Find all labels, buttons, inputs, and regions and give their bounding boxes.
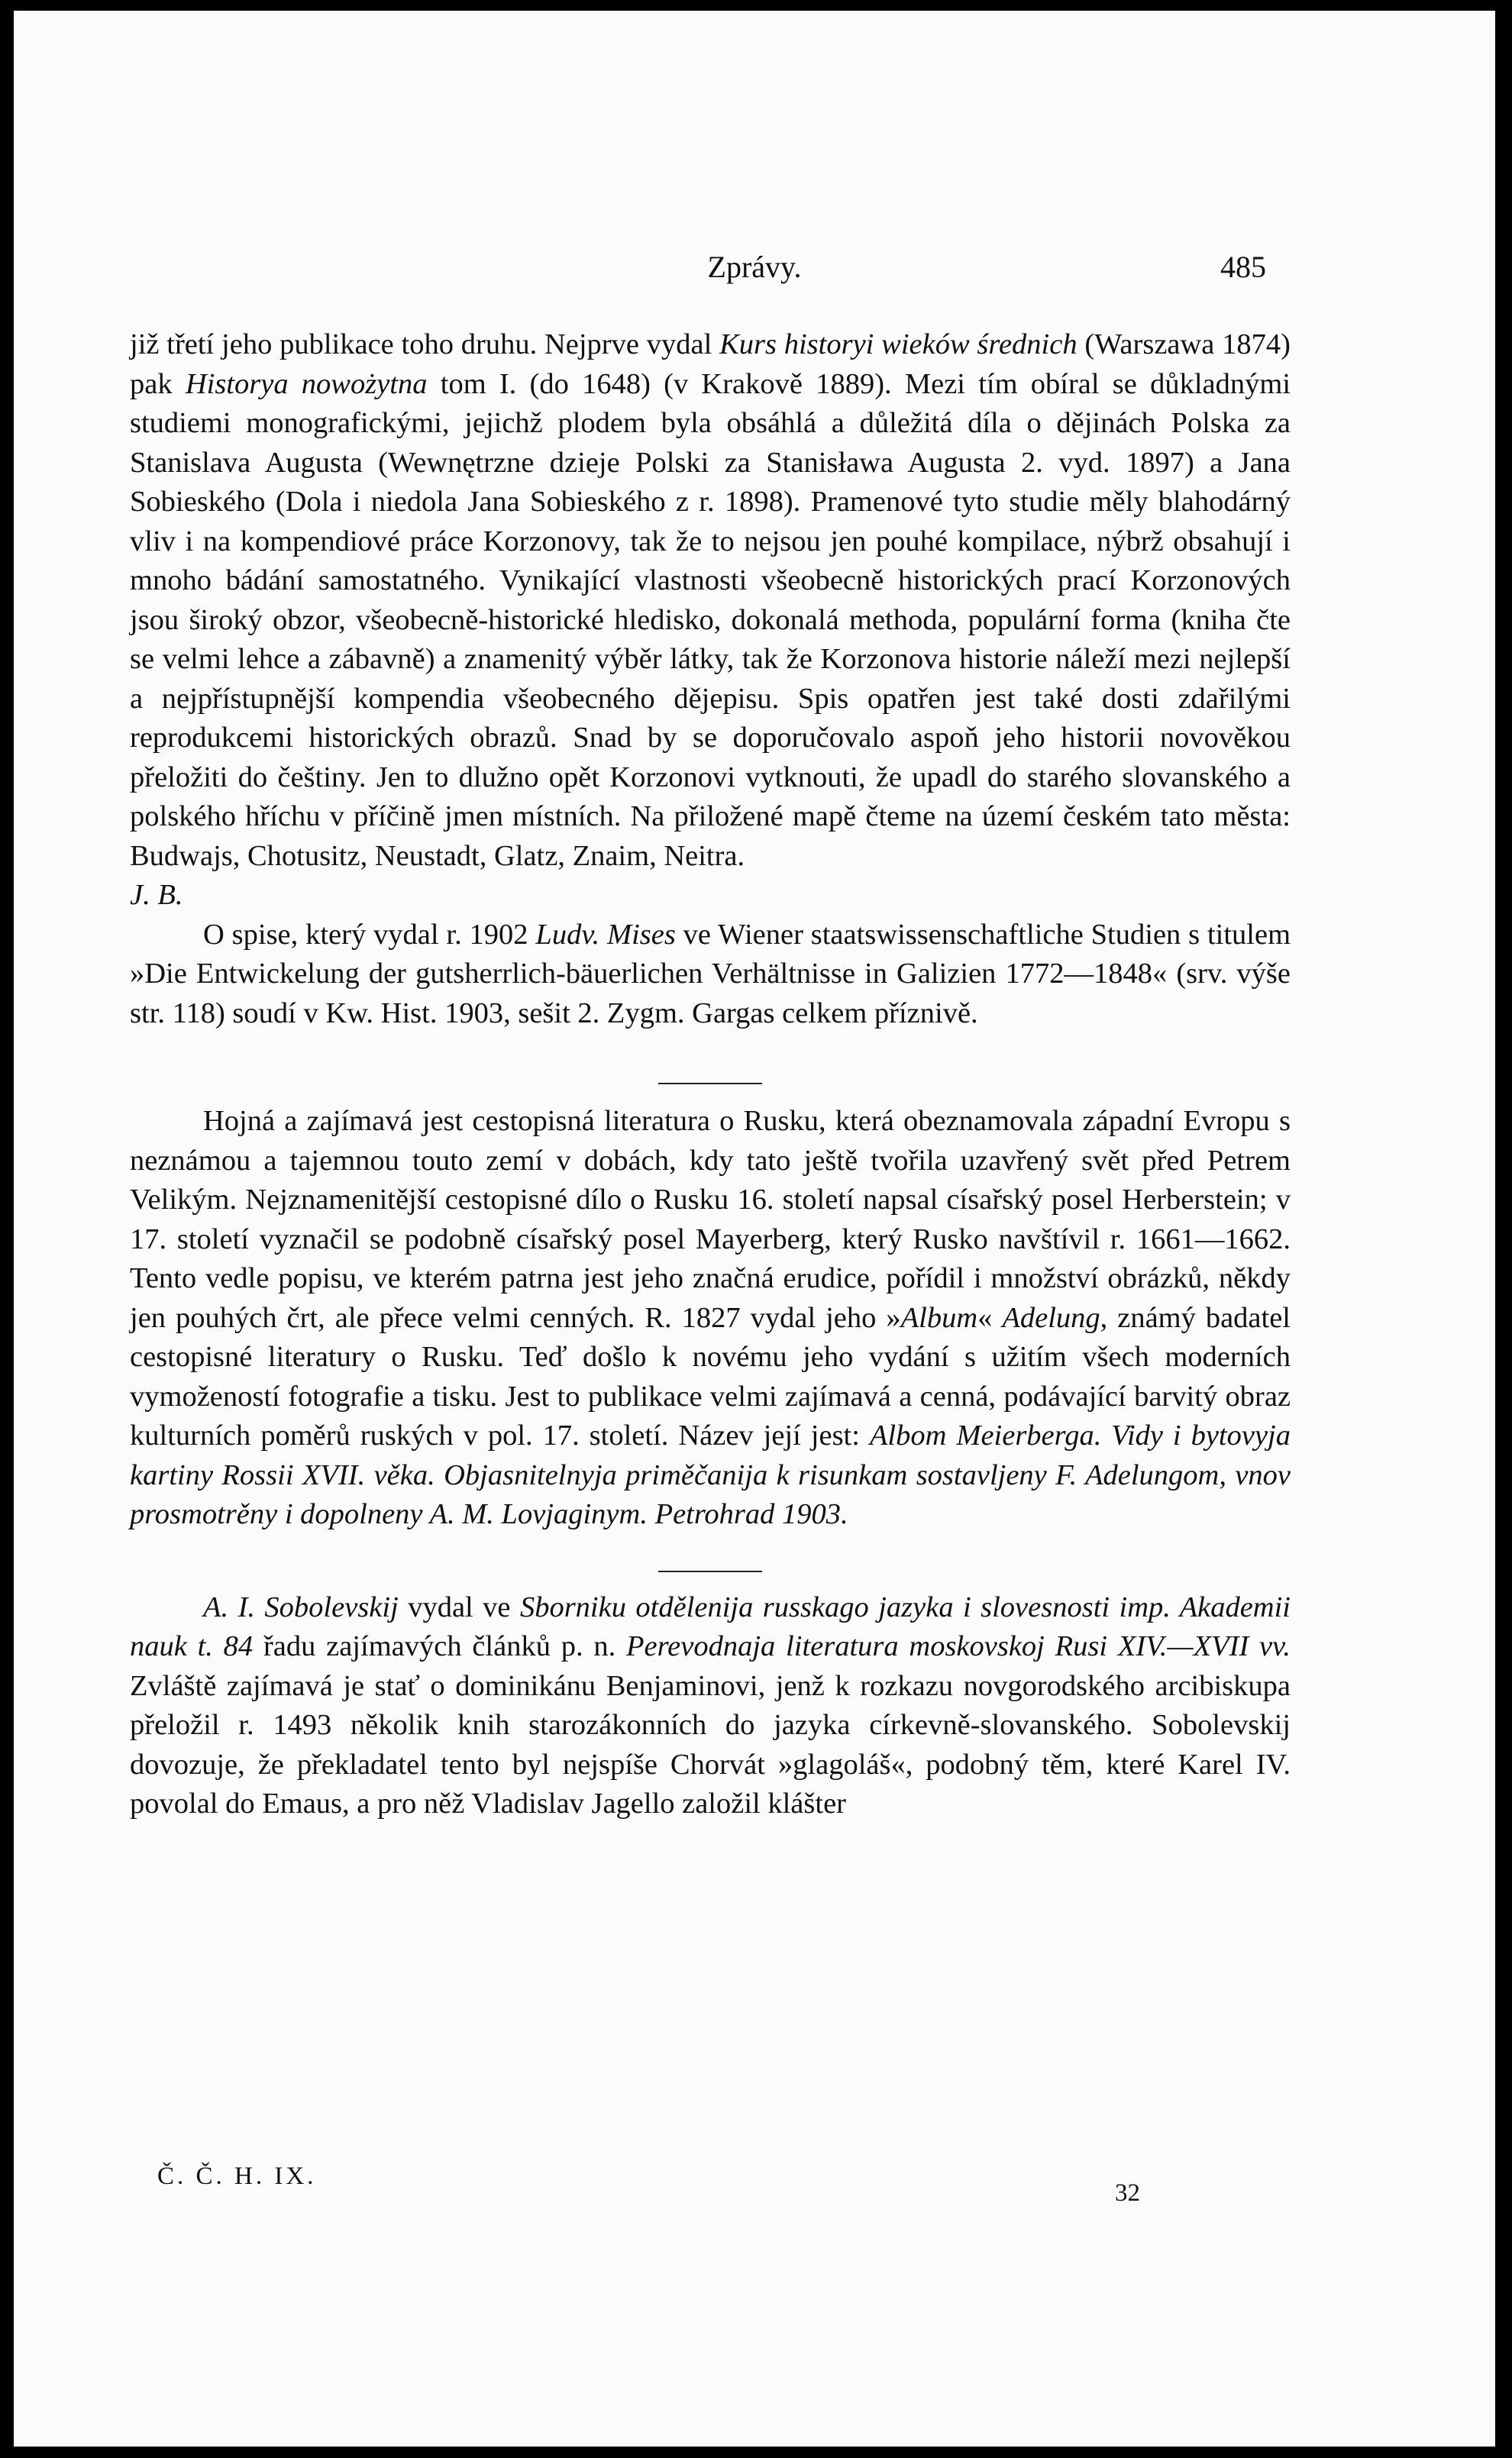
sheet-number: 32	[1115, 2179, 1140, 2207]
paragraph-korzon-review: již třetí jeho publikace toho druhu. Nejprve vydal Kurs historyi wieków średnich (Warszawa 1874) pak Historya nowożytna tom I. (do 1648) (v Krakově 1889). Mezi tím obíral se důkladnými studiemi monografickými, jejichž plodem byla obsáhlá a důležitá díla o dějinách Polska za Stanislava Augusta (Wewnętrzne dzieje Polski za Stanisława Augusta 2. vyd. 1897) a Jana Sobieského (Dola i niedola Jana Sobieského z r. 1898). Pramenové tyto studie měly blahodárný vliv i na kompendiové práce Korzonovy, tak že to nejsou jen pouhé kompilace, nýbrž obsahují i mnoho bádání samostatného. Vynikající vlastnosti všeobecně historických prací Korzonových jsou široký obzor, všeobecně-historické hledisko, dokonalá methoda, populární forma (kniha čte se velmi lehce a zábavně) a znamenitý výběr látky, tak že Korzonova historie náleží mezi nejlepší a nejpřístupnější kompendia všeobecného dějepisu. Spis opatřen jest také dosti zdařilými reprodukcemi historických obrazů. Snad by se doporučovalo aspoň jeho historii novověkou přeložiti do češtiny. Jen to dlužno opět Korzonovi vytknouti, že upadl do starého slovanského a polského hříchu v příčině jmen místních. Na přiložené mapě čteme na území českém tato města: Budwajs, Chotusitz, Neustadt, Glatz, Znaim, Neitra.	[130, 328, 1291, 872]
paragraph-russia-travel: Hojná a zajímavá jest cestopisná literatura o Rusku, která obeznamovala západní Evropu s neznámou a tajemnou touto zemí v dobách, kdy tato ještě tvořila uzavřený svět před Petrem Velikým. Nejznamenitější cestopisné dílo o Rusku 16. století napsal císařský posel Herberstein; v 17. století vyznačil se podobně císařský posel Mayerberg, který Rusko navštívil r. 1661—1662. Tento vedle popisu, ve kterém patrna jest jeho značná erudice, pořídil i množství obrázků, někdy jen pouhých črt, ale přece velmi cenných. R. 1827 vydal jeho »Album« Adelung, známý badatel cestopisné literatury o Rusku. Teď došlo k novému jeho vydání s užitím všech moderních vymožeností fotografie a tisku. Jest to publikace velmi zajímavá a cenná, podávající barvitý obraz kulturních poměrů ruských v pol. 17. století. Název její jest: Albom Meierberga. Vidy i bytovyja kartiny Rossii XVII. věka. Objasnitelnyja priměčanija k risunkam sostavljeny F. Adelungom, vnov prosmotrěny i dopolneny A. M. Lovjaginym. Petrohrad 1903.	[130, 1105, 1291, 1530]
signature-mark: Č. Č. H. IX.	[157, 2162, 317, 2190]
reviewer-signature: J. B.	[130, 879, 183, 911]
separator-rule	[130, 1033, 1291, 1079]
page-number: 485	[1220, 250, 1266, 284]
separator-rule	[130, 1535, 1291, 1558]
paragraph-mises-review: O spise, který vydal r. 1902 Ludv. Mises ve Wiener staatswissenschaftliche Studien s titulem »Die Entwickelung der gutsherrlich-bäuerlichen Verhältnisse in Galizien 1772—1848« (srv. výše str. 118) soudí v Kw. Hist. 1903, sešit 2. Zygm. Gargas celkem příznivě.	[130, 918, 1291, 1029]
running-header	[14, 249, 1495, 287]
paragraph-sobolevskij: A. I. Sobolevskij vydal ve Sborniku otdělenija russkago jazyka i slovesnosti imp. Akademii nauk t. 84 řadu zajímavých článků p. n. Perevodnaja literatura moskovskoj Rusi XIV.—XVII vv. Zvláště zajímavá je stať o dominikánu Benjaminovi, jenž k rozkazu novgorodského arcibiskupa přeložil r. 1493 několik knih starozákonních do jazyka církevně-slovanského. Sobolevskij dovozuje, že překladatel tento byl nejspíše Chorvát »glagoláš«, podobný těm, které Karel IV. povolal do Emaus, a pro něž Vladislav Jagello založil klášter	[130, 1591, 1291, 1820]
article-body	[130, 325, 1291, 1824]
document-page	[14, 11, 1495, 2447]
header-title: Zprávy.	[707, 250, 802, 284]
